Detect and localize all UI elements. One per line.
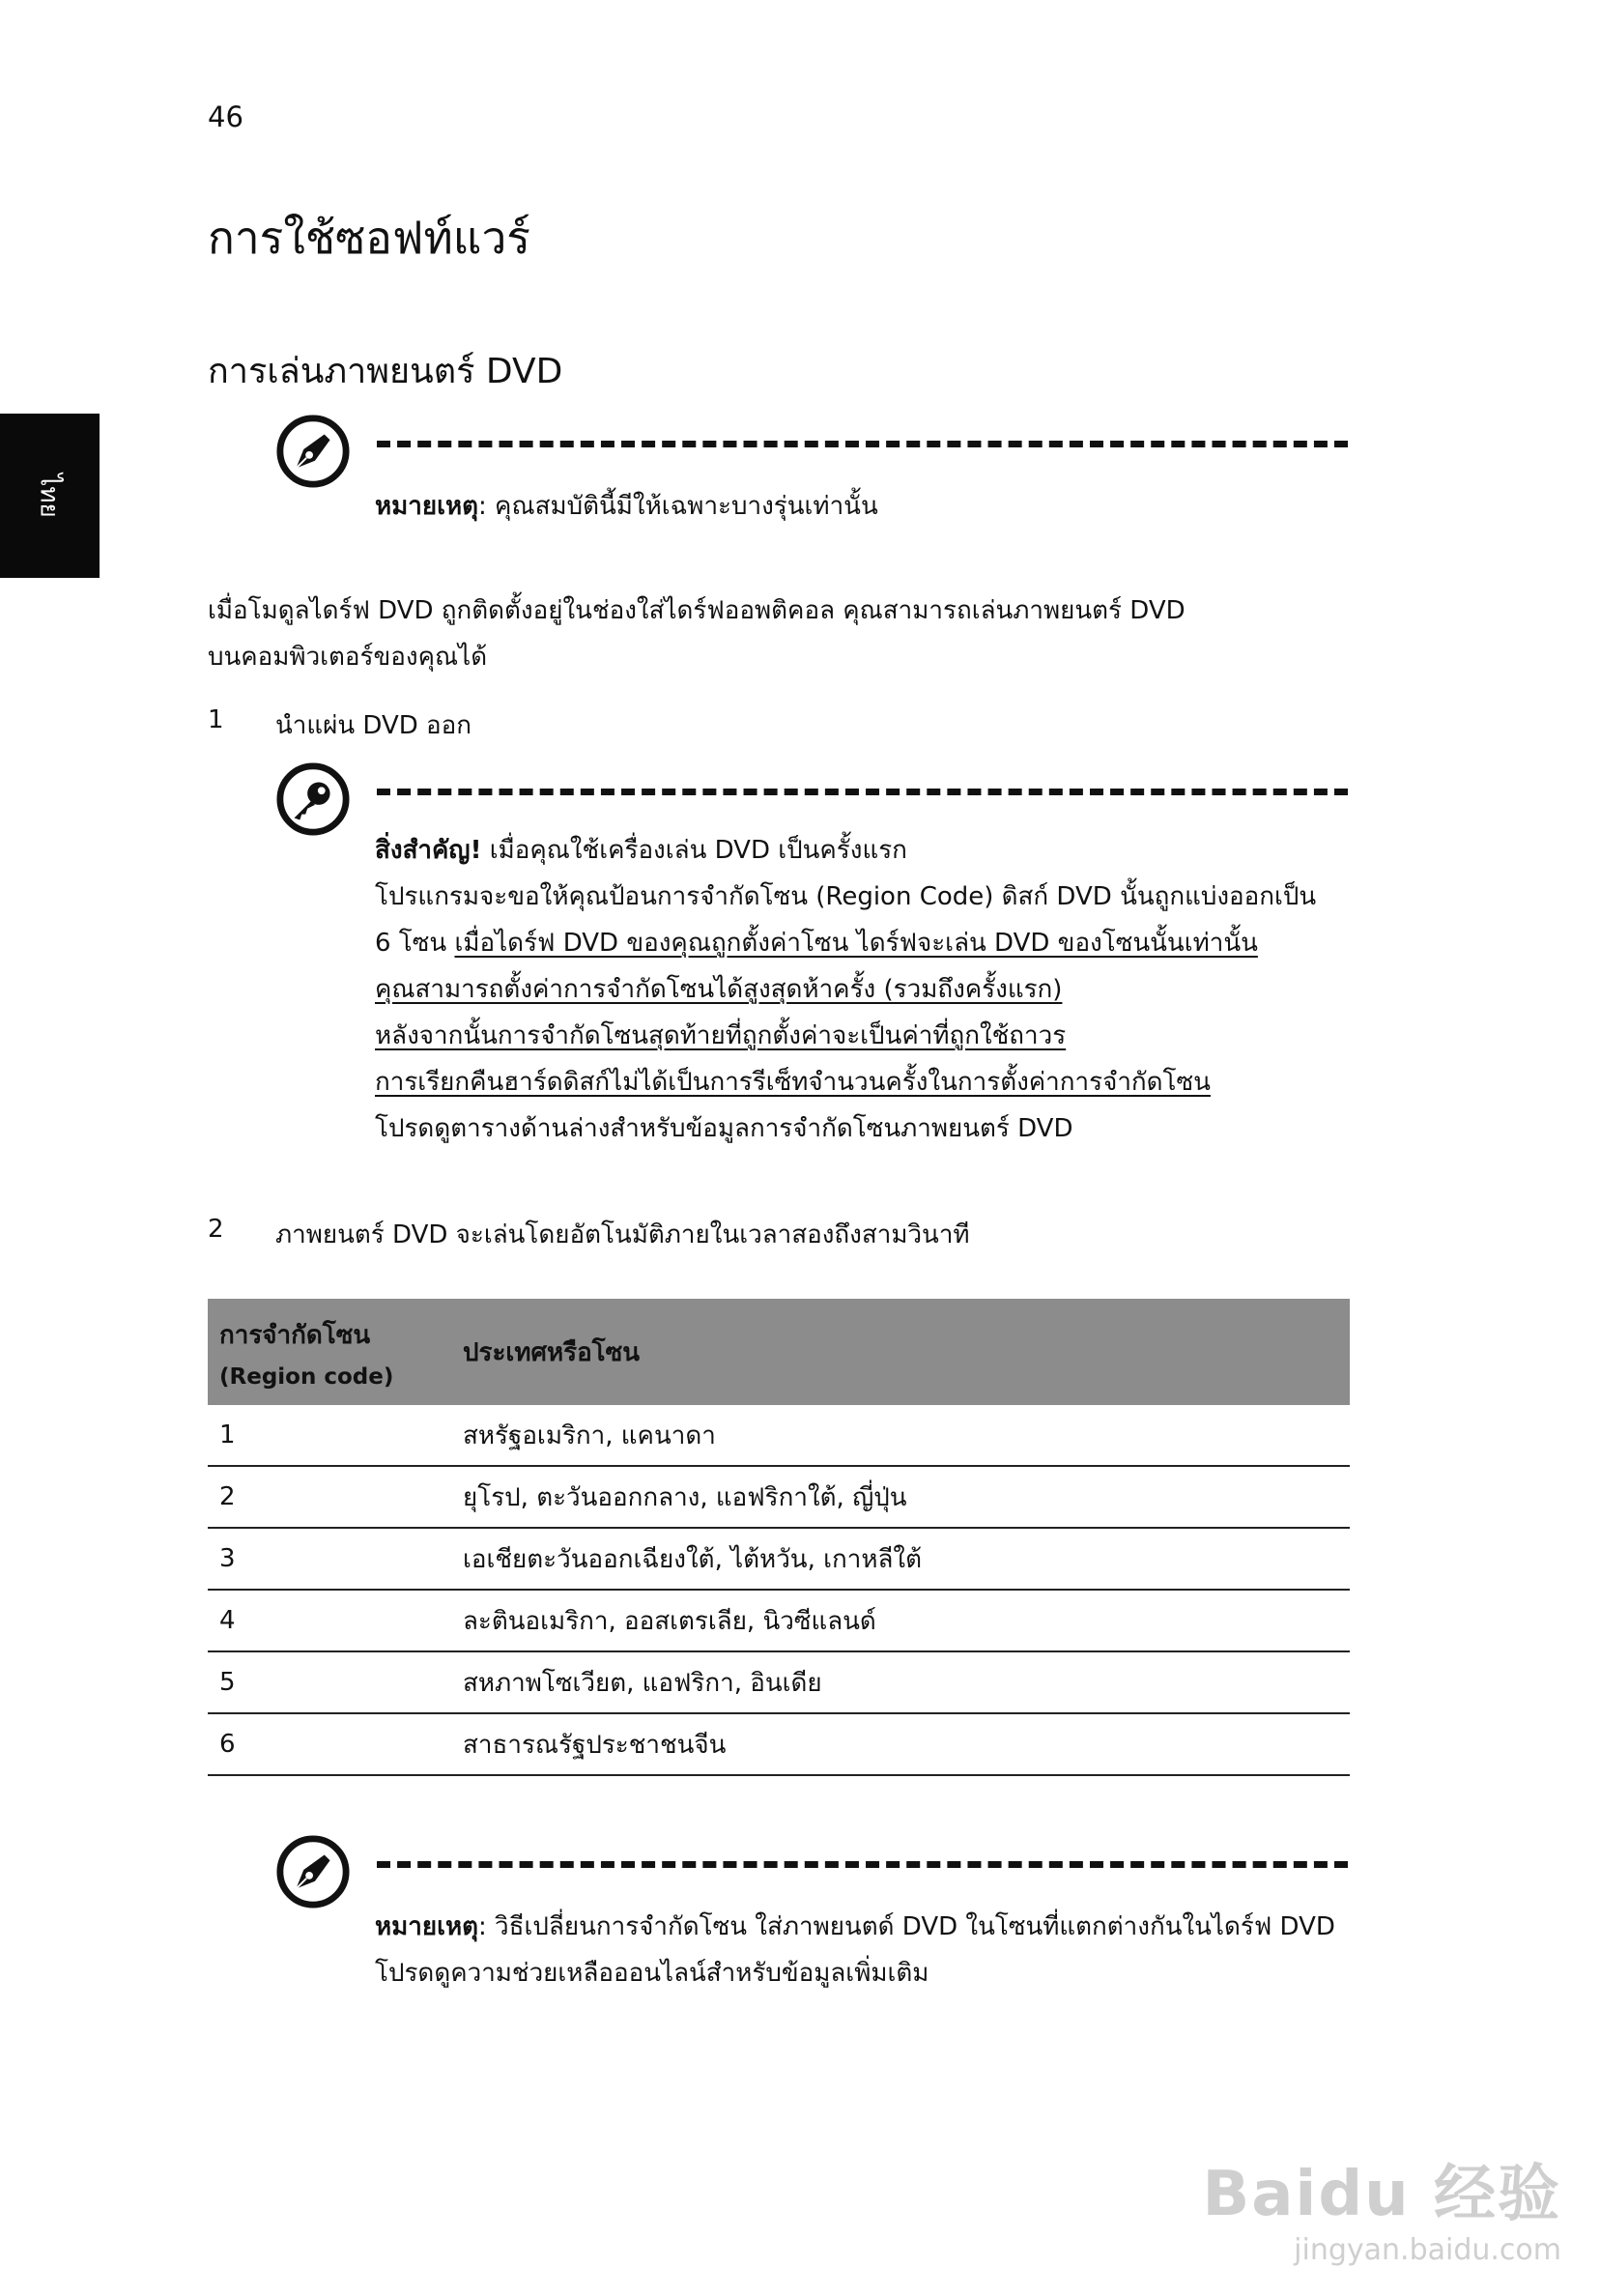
baidu-watermark [1202, 2144, 1561, 2267]
note-2-label: หมายเหตุ [375, 1912, 479, 1941]
key-important-icon [275, 761, 351, 837]
note-divider [377, 441, 1348, 447]
important-text: สิ่งสำคัญ! เมื่อคุณใช้เครื่องเล่น DVD เป็นครั้งแรก โปรแกรมจะขอให้คุณป้อนการจำกัดโซน (Region Code) ดิสก์ DVD นั้นถูกแบ่งออกเป็น 6 โซน เมื่อไดร์ฟ DVD ของคุณถูกตั้งค่าโซน ไดร์ฟจะเล่น DVD ของโซนนั้นเท่านั้น คุณสามารถตั้งค่าการจำกัดโซนได้สูงสุดห้าครั้ง (รวมถึงครั้งแรก) หลังจากนั้นการจำกัดโซนสุดท้ายที่ถูกตั้งค่าจะเป็นค่าที่ถูกใช้ถาวร การเรียกคืนฮาร์ดดิสก์ไม่ได้เป็นการรีเซ็ทจำนวนครั้งในการตั้งค่าการจำกัดโซน โปรดดูตารางด้านล่างสำหรับข้อมูลการจำกัดโซนภาพยนตร์ DVD [375, 836, 1317, 1143]
watermark-logo: Baidu 经验 [1202, 2159, 1561, 2230]
page-title: การใช้ซอฟท์แวร์ [208, 212, 530, 264]
table-header-row [208, 1299, 1350, 1405]
region-code-cell: 2 [208, 1466, 451, 1528]
region-name-cell: เอเชียตะวันออกเฉียงใต้, ไต้หวัน, เกาหลีใต้ [451, 1528, 1350, 1590]
page-number: 46 [208, 100, 243, 133]
region-name-cell: ยุโรป, ตะวันออกกลาง, แอฟริกาใต้, ญี่ปุ่น [451, 1466, 1350, 1528]
note-text [375, 483, 878, 530]
note-body: : คุณสมบัตินี้มีให้เฉพาะบางรุ่นเท่านั้น [478, 492, 878, 521]
region-code-cell: 1 [208, 1405, 451, 1466]
note-2-text: หมายเหตุ: วิธีเปลี่ยนการจำกัดโซน ใส่ภาพยนตด์ DVD ในโซนที่แตกต่างกันในไดร์ฟ DVD โปรดดูความช่วยเหลือออนไลน์สำหรับข้อมูลเพิ่มเติม [375, 1912, 1335, 1988]
section-title: การเล่นภาพยนตร์ DVD [208, 352, 563, 391]
region-code-table [208, 1299, 1350, 1776]
region-code-cell: 4 [208, 1590, 451, 1651]
important-divider [377, 789, 1348, 795]
step-1-number: 1 [208, 705, 224, 734]
table-row [208, 1651, 1350, 1713]
intro-paragraph [208, 588, 1415, 680]
step-2-text: ภาพยนตร์ DVD จะเล่นโดยอัตโนมัติภายในเวลาสองถึงสามวินาที [275, 1220, 970, 1249]
pen-note-icon [275, 414, 351, 489]
important-label: สิ่งสำคัญ! [375, 836, 482, 865]
table-row [208, 1466, 1350, 1528]
table-row [208, 1590, 1350, 1651]
table-row [208, 1405, 1350, 1466]
header-country-zone: ประเทศหรือโซน [451, 1299, 1350, 1405]
intro-line-2: บนคอมพิวเตอร์ของคุณได้ [208, 643, 488, 672]
language-tab-label: ไทย [34, 474, 64, 518]
region-name-cell: สาธารณรัฐประชาชนจีน [451, 1713, 1350, 1775]
step-2-number: 2 [208, 1215, 224, 1244]
pen-note-icon [275, 1834, 351, 1909]
intro-line-1: เมื่อโมดูลไดร์ฟ DVD ถูกติดตั้งอยู่ในช่องใส่ไดร์ฟออพติคอล คุณสามารถเล่นภาพยนตร์ DVD [208, 596, 1186, 625]
region-code-cell: 5 [208, 1651, 451, 1713]
region-name-cell: ละตินอเมริกา, ออสเตรเลีย, นิวซีแลนด์ [451, 1590, 1350, 1651]
region-code-cell: 6 [208, 1713, 451, 1775]
watermark-url: jingyan.baidu.com [1294, 2233, 1561, 2267]
note-label: หมายเหตุ [375, 492, 479, 521]
table-row [208, 1528, 1350, 1590]
language-side-tab [0, 414, 100, 578]
header-region-code: การจำกัดโซน (Region code) [208, 1299, 451, 1405]
step-1-text: นำแผ่น DVD ออก [275, 711, 472, 740]
note-divider [377, 1861, 1348, 1868]
region-code-cell: 3 [208, 1528, 451, 1590]
region-name-cell: สหรัฐอเมริกา, แคนาดา [451, 1405, 1350, 1466]
region-name-cell: สหภาพโซเวียต, แอฟริกา, อินเดีย [451, 1651, 1350, 1713]
table-row [208, 1713, 1350, 1775]
